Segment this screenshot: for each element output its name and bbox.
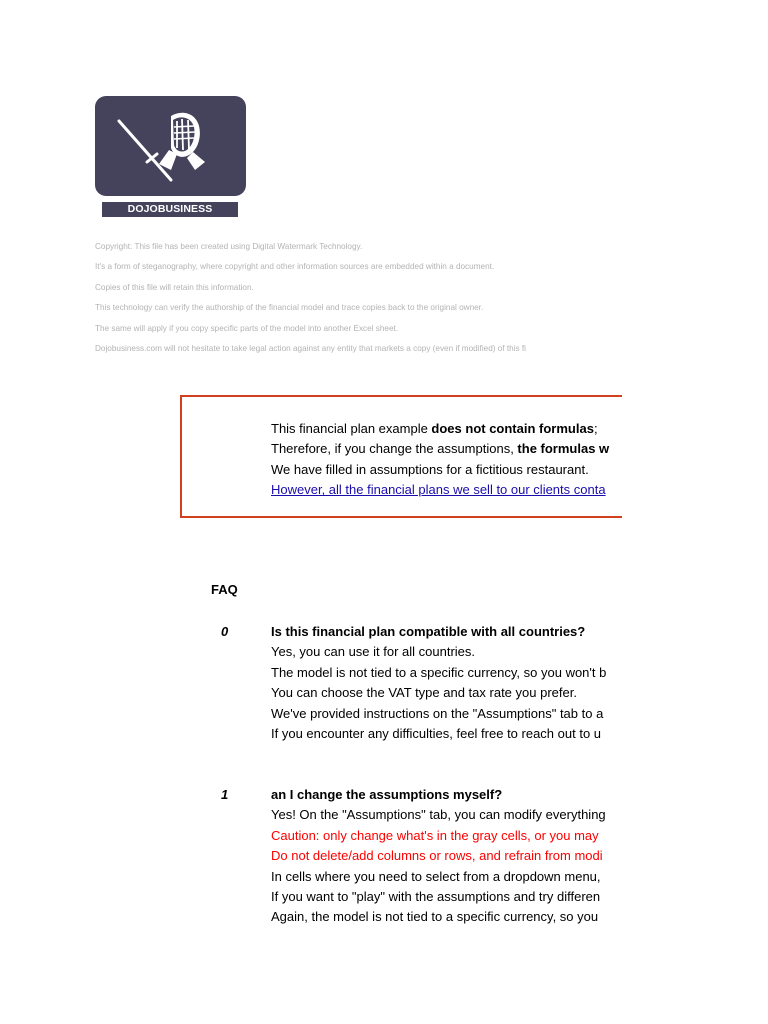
faq-question: an I change the assumptions myself?: [271, 787, 503, 802]
notice-line-4: [271, 480, 609, 500]
faq-number: 0: [221, 624, 229, 639]
faq-question: Is this financial plan compatible with all countries?: [271, 624, 586, 639]
dojobusiness-logo: [95, 96, 246, 218]
faq-answer-line: The model is not tied to a specific currency, so you won't b: [271, 664, 607, 680]
faq-answer-line: If you encounter any difficulties, feel free to reach out to u: [271, 725, 602, 741]
faq-answer-line: If you want to "play" with the assumptions and try differen: [271, 888, 601, 904]
notice-text: ;: [593, 421, 598, 436]
kendo-mask-icon: [113, 110, 228, 184]
copyright-line: This technology can verify the authorship of the financial model and trace copies back to the original owner.: [95, 303, 484, 313]
logo-badge: [95, 96, 246, 196]
formula-notice-box: [180, 395, 622, 518]
faq-answer-line: Again, the model is not tied to a specific currency, so you: [271, 909, 599, 925]
notice-text: This financial plan example: [271, 421, 432, 436]
copyright-line: It's a form of steganography, where copyright and other information sources are embedded within a document.: [95, 262, 495, 272]
border-gap: [180, 481, 182, 485]
notice-line-1: [271, 419, 609, 439]
financial-plans-link[interactable]: However, all the financial plans we sell to our clients conta: [271, 482, 606, 498]
copyright-line: Copyright: This file has been created using Digital Watermark Technology.: [95, 242, 363, 251]
faq-number: 1: [221, 787, 229, 802]
notice-bold-text: does not contain formulas: [431, 421, 594, 436]
copyright-line: Copies of this file will retain this information.: [95, 282, 254, 292]
faq-answer-line: Yes, you can use it for all countries.: [271, 644, 476, 660]
faq-warning-line: Do not delete/add columns or rows, and refrain from modi: [271, 848, 603, 864]
faq-answer-line: Yes! On the "Assumptions" tab, you can modify everything: [271, 807, 606, 823]
faq-item: [180, 785, 622, 929]
faq-warning-line: Caution: only change what's in the gray cells, or you may: [271, 827, 599, 843]
faq-heading: FAQ: [211, 582, 238, 597]
notice-line-2: [271, 439, 609, 459]
copyright-notice: [95, 240, 622, 362]
border-gap: [180, 415, 182, 419]
notice-bold-text: the formulas w: [517, 441, 610, 457]
border-gap: [180, 459, 182, 463]
faq-answer-line: You can choose the VAT type and tax rate you prefer.: [271, 685, 577, 701]
notice-text: Therefore, if you change the assumptions,: [271, 441, 518, 457]
copyright-line: Dojobusiness.com will not hesitate to take legal action against any entity that markets a copy (even if modified) of this fi: [95, 343, 526, 353]
faq-answer-line: We've provided instructions on the "Assumptions" tab to a: [271, 705, 604, 721]
faq-item: [180, 622, 622, 746]
border-gap: [180, 437, 182, 441]
copyright-line: The same will apply if you copy specific parts of the model into another Excel sheet.: [95, 323, 399, 333]
notice-line-3: We have filled in assumptions for a fictitious restaurant.: [271, 461, 589, 477]
logo-brand-text: DOJOBUSINESS: [102, 202, 238, 217]
faq-answer-line: In cells where you need to select from a dropdown menu,: [271, 868, 601, 884]
